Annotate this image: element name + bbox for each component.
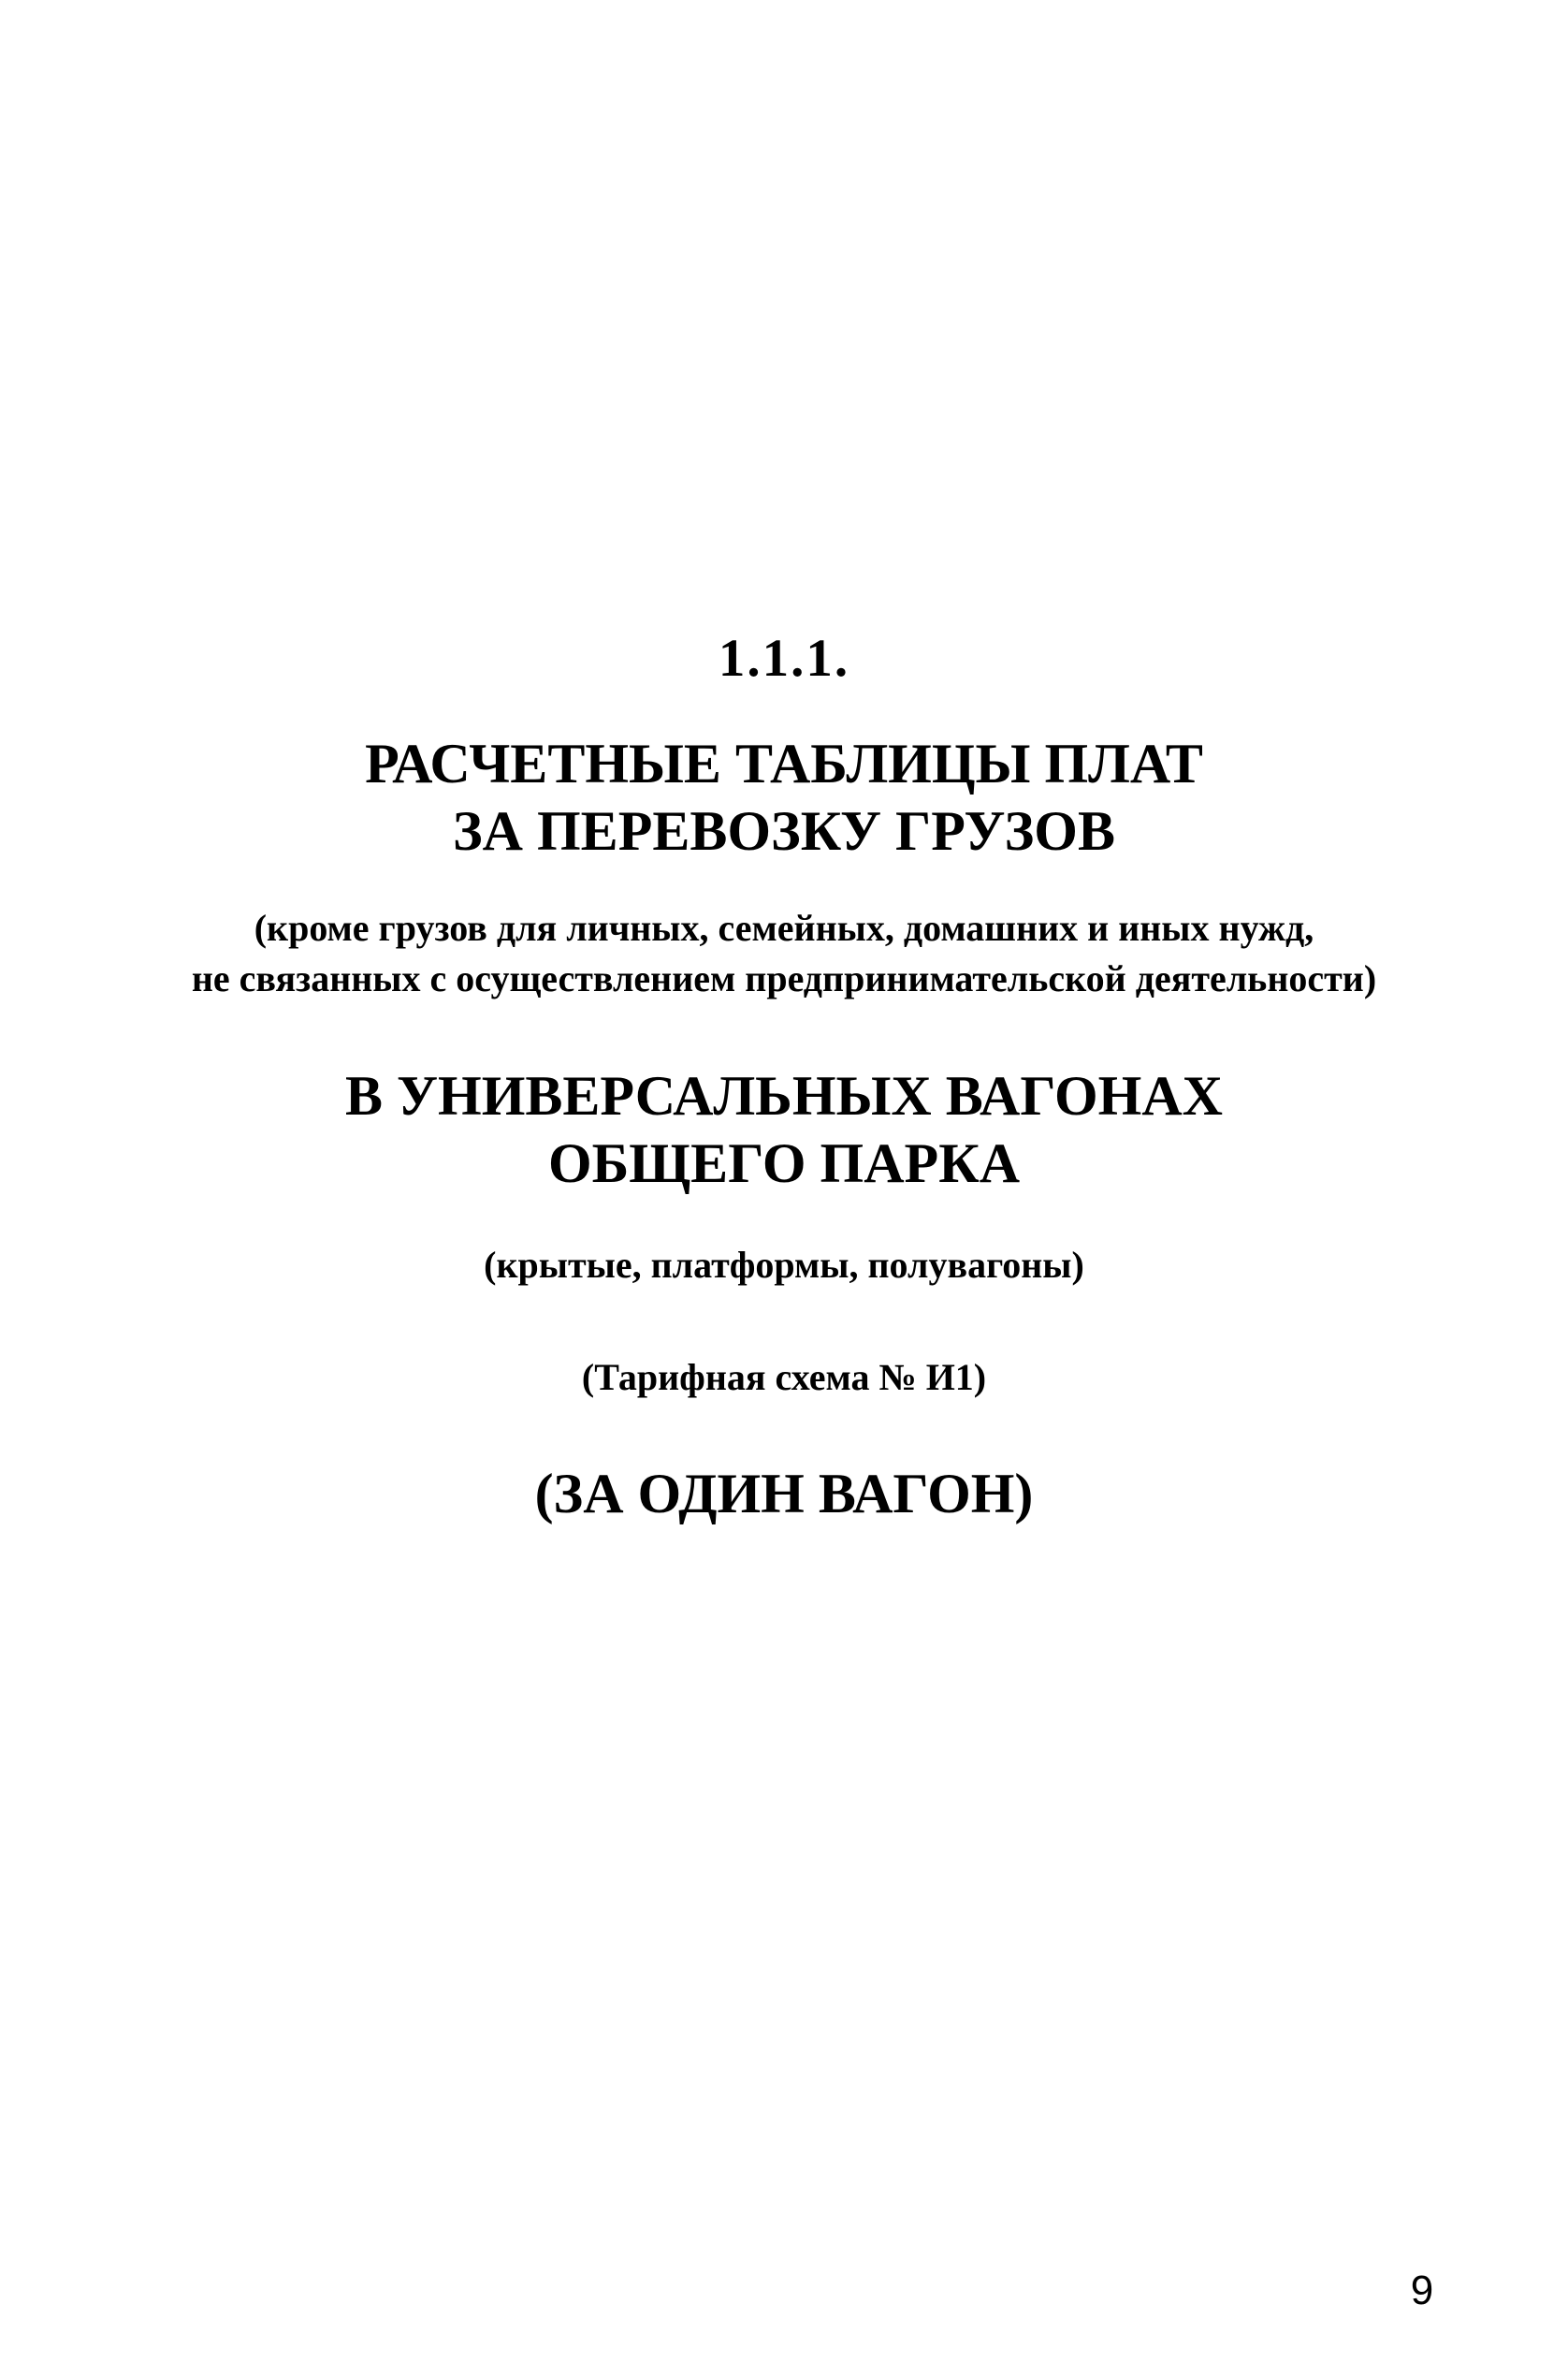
wagon-types-note: (крытые, платформы, полувагоны)	[484, 1244, 1084, 1286]
main-title-line-2: ЗА ПЕРЕВОЗКУ ГРУЗОВ	[453, 800, 1115, 862]
wagon-title-line-1: В УНИВЕРСАЛЬНЫХ ВАГОНАХ	[344, 1065, 1224, 1127]
subtitle-line-1: (кроме грузов для личных, семейных, домашних и иных нужд,	[254, 907, 1314, 949]
subtitle-note	[0, 903, 1568, 1004]
main-title	[0, 730, 1568, 865]
main-title-line-1: РАСЧЕТНЫЕ ТАБЛИЦЫ ПЛАТ	[365, 733, 1203, 795]
subtitle-line-2: не связанных с осуществлением предпринимательской деятельности)	[191, 957, 1377, 999]
section-number: 1.1.1.	[718, 629, 850, 688]
wagon-title-line-2: ОБЩЕГО ПАРКА	[547, 1132, 1021, 1194]
per-car-heading: (ЗА ОДИН ВАГОН)	[534, 1463, 1034, 1524]
wagon-title	[0, 1062, 1568, 1197]
tariff-scheme-note: (Тарифная схема № И1)	[581, 1356, 987, 1398]
page-number: 9	[1410, 2268, 1434, 2313]
